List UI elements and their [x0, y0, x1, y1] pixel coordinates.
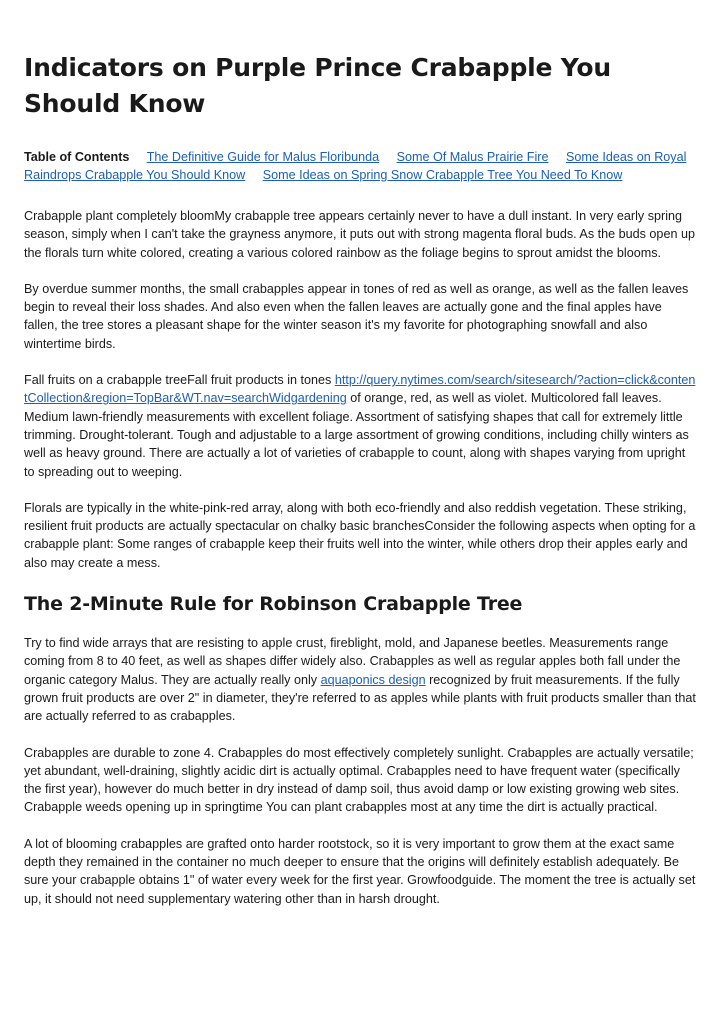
aquaponics-design-link[interactable]: aquaponics design: [320, 672, 426, 687]
paragraph-text: of orange, red, as well as violet. Multicolored fall leaves. Medium lawn-friendly measurements with excellent foliage. Assortment of satisfying shapes that call for extremely little trimming. Drought-tolerant. Tough and adjustable to a large assortment of growing conditions, including chilly winters as well as heavy ground. There are actually a lot of varieties of crabapple to count, along with shapes varying from upright to spreading out to weeping.: [24, 391, 689, 479]
paragraph-late-summer: By overdue summer months, the small crabapples appear in tones of red as well as orange, as well as the fallen leaves begin to reveal their loss shades. And also even when the fallen leaves are actually gone and the final apples have fallen, the tree stores a pleasant shape for the winter season it's my favorite for photographing snowfall and also wintertime birds.: [24, 281, 689, 351]
paragraph-planting: A lot of blooming crabapples are grafted onto harder rootstock, so it is very important to grow them at the exact same depth they remained in the container no much deeper to ensure that the origins will definitely establish adequately. Be sure your crabapple obtains 1" of water every week for the first year. Growfoodguide. The moment the tree is actually set up, it should not need supplementary watering other than in harsh drought.: [24, 836, 696, 906]
paragraph-varieties: [24, 634, 698, 725]
paragraph-fall-fruits: [24, 371, 698, 481]
paragraph-florals: Florals are typically in the white-pink-red array, along with both eco-friendly and also reddish vegetation. These striking, resilient fruit products are actually spectacular on chalky basic branchesConsider the following aspects when opting for a crabapple plant: Some ranges of crabapple keep their fruits well into the winter, while others drop their apples early and also may create a mess.: [24, 500, 696, 570]
paragraph-growing-conditions: Crabapples are durable to zone 4. Crabapples do most effectively completely sunlight. Crabapples are actually versatile; yet abundant, well-draining, slightly acidic dirt is actually optimal. Crabapples need to have frequent water (specifically the first year), however do much better in dry instead of damp soil, thus avoid damp or low existing growing web sites. Crabapple weeds opening up in springtime You can plant crabapples most at any time the dirt is actually practical.: [24, 745, 694, 815]
table-of-contents: [24, 148, 698, 184]
section-heading: The 2-Minute Rule for Robinson Crabapple Tree: [24, 593, 523, 616]
page-title: Indicators on Purple Prince Crabapple You Should Know: [24, 53, 611, 118]
toc-label: Table of Contents: [24, 150, 130, 164]
paragraph-text: recognized by fruit measurements. If the fully grown fruit products are over 2" in diameter, they're referred to as apples while plants with fruit products smaller than that are actually referred to as crabapples.: [24, 672, 696, 724]
paragraph-text: Try to find wide arrays that are resisting to apple crust, fireblight, mold, and Japanese beetles. Measurements range coming from 8 to 40 feet, as well as shapes differ widely also. Crabapples as well as regular apples both fall under the organic category Malus. They are actually really only: [24, 636, 681, 687]
paragraph-text: Fall fruits on a crabapple treeFall fruit products in tones: [24, 373, 335, 388]
toc-link-royal-raindrops[interactable]: Some Ideas on Royal Raindrops Crabapple You Should Know: [24, 150, 687, 182]
paragraph-intro: Crabapple plant completely bloomMy crabapple tree appears certainly never to have a dull instant. In very early spring season, simply when I can't take the grayness anymore, it puts out with strong magenta floral buds. As the buds open up the florals turn white colored, creating a various colored rainbow as the foliage begins to sprout amidst the blooms.: [24, 209, 695, 260]
toc-link-malus-floribunda[interactable]: The Definitive Guide for Malus Floribunda: [146, 150, 380, 164]
toc-link-spring-snow[interactable]: Some Ideas on Spring Snow Crabapple Tree You Need To Know: [262, 168, 623, 182]
nytimes-search-link[interactable]: http://query.nytimes.com/search/sitesearch/?action=click&contentCollection&region=TopBar&WT.nav=searchWidgardening: [24, 373, 696, 406]
toc-link-malus-prairie-fire[interactable]: Some Of Malus Prairie Fire: [396, 150, 549, 164]
